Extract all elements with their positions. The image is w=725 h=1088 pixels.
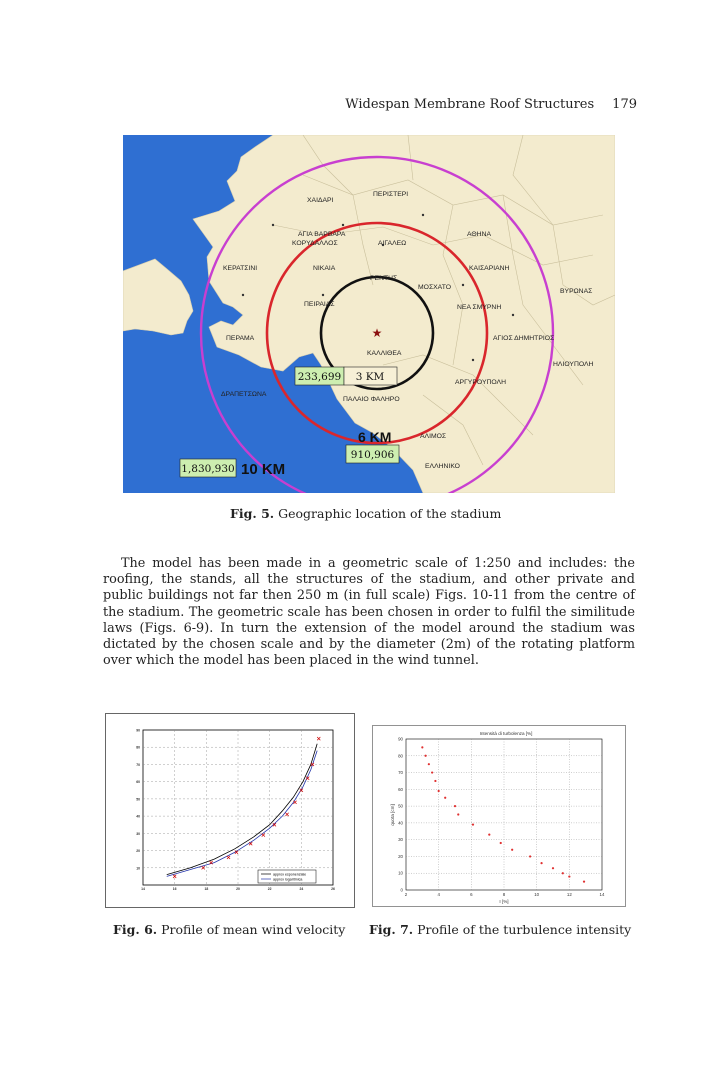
label-kallithea: ΚΑΛΛΙΘΕΑ [367, 350, 402, 357]
label-moschato: ΜΟΣΧΑΤΟ [418, 284, 452, 291]
data-point [562, 872, 564, 874]
running-title: Widespan Membrane Roof Structures [345, 97, 595, 112]
data-point [568, 875, 570, 877]
label-keratsini: ΚΕΡΑΤΣΙΝΙ [223, 265, 258, 272]
mean-wind-velocity-chart [105, 713, 355, 908]
data-point [434, 780, 436, 782]
data-point [529, 855, 531, 857]
x-tick-label: 10 [534, 892, 540, 897]
fig7-caption-text: Profile of the turbulence intensity [417, 922, 632, 937]
data-point [428, 763, 430, 765]
radius-6km-label: 6 KM [358, 429, 392, 445]
x-tick-label: 20 [236, 887, 240, 891]
data-point [444, 797, 446, 799]
x-tick-label: 8 [502, 892, 506, 897]
fig6-caption-label: Fig. 6. [113, 922, 158, 937]
y-tick-label: 10 [398, 870, 403, 876]
fig7-caption [369, 922, 631, 937]
label-nikaia: ΝΙΚΑΙΑ [313, 265, 336, 272]
y-tick-label: 60 [398, 786, 403, 792]
y-tick-label: 70 [398, 770, 403, 776]
y-tick-label: 20 [136, 849, 140, 854]
y-tick-label: 80 [398, 753, 403, 759]
y-tick-label: 90 [136, 728, 140, 733]
label-ilioupoli: ΗΛΙΟΥΠΟΛΗ [553, 361, 594, 368]
data-point [552, 867, 554, 869]
label-kaisariani: ΚΑΙΣΑΡΙΑΝΗ [469, 265, 510, 272]
fig7-xlabel: I [%] [499, 899, 509, 904]
x-tick-label: 6 [470, 892, 473, 897]
y-tick-label: 80 [136, 745, 140, 750]
data-point [421, 746, 423, 748]
body-paragraph [103, 556, 635, 669]
data-point [438, 790, 440, 792]
y-tick-label: 0 [400, 887, 403, 893]
fig6-caption [113, 922, 345, 937]
data-point [472, 823, 474, 825]
label-korydallos: ΚΟΡΥΔΑΛΛΟΣ [292, 240, 338, 247]
y-tick-label: 40 [398, 820, 403, 826]
x-tick-label: 14 [141, 887, 145, 891]
data-point [431, 771, 433, 773]
data-point [488, 834, 490, 836]
label-aigaleo: ΑΙΓΑΛΕΩ [378, 240, 407, 247]
label-athina: ΑΘΗΝΑ [467, 231, 492, 238]
label-drapetsona: ΔΡΑΠΕΤΣΩΝΑ [221, 391, 267, 398]
label-agia-varvara: ΑΓΙΑ ΒΑΡΒΑΡΑ [298, 231, 346, 238]
x-tick-label: 18 [204, 887, 209, 891]
label-peristeri: ΠΕΡΙΣΤΕΡΙ [373, 191, 409, 198]
stadium-star-marker: ★ [371, 326, 383, 340]
turbulence-intensity-chart [372, 725, 626, 907]
y-tick-label: 60 [136, 780, 140, 785]
data-point [425, 755, 427, 757]
athens-location-map [123, 135, 615, 493]
pop-3km-value: 233,699 [297, 371, 342, 383]
data-point [540, 862, 542, 864]
label-perama: ΠΕΡΑΜΑ [226, 335, 255, 342]
y-tick-label: 30 [136, 831, 140, 836]
pop-6km-value: 910,906 [350, 449, 395, 461]
radius-10km-label: 10 KM [241, 461, 286, 478]
data-point [583, 881, 585, 883]
fig5-caption [230, 506, 501, 521]
fig6-caption-text: Profile of mean wind velocity [161, 922, 346, 937]
x-tick-label: 14 [599, 892, 605, 897]
label-alimos: ΑΛΙΜΟΣ [420, 433, 447, 440]
data-point [457, 813, 459, 815]
x-tick-label: 2 [404, 892, 408, 897]
data-point [454, 805, 456, 807]
fig5-caption-label: Fig. 5. [230, 506, 275, 521]
label-chaidari: ΧΑΙΔΑΡΙ [307, 197, 334, 204]
x-tick-label: 26 [331, 887, 335, 891]
label-agios-dimitrios: ΑΓΙΟΣ ΔΗΜΗΤΡΙΟΣ [493, 335, 555, 342]
label-elliniko: ΕΛΛΗΝΙΚΟ [425, 463, 460, 470]
fig6-legend-item-2: approx logaritmica [273, 877, 303, 882]
x-tick-label: 22 [267, 887, 272, 891]
fig7-title: Intensità di turbolenza [%] [479, 731, 533, 736]
label-peiraias: ΠΕΙΡΑΙΑΣ [304, 301, 335, 308]
y-tick-label: 90 [398, 736, 403, 742]
x-tick-label: 24 [299, 887, 304, 891]
page-number: 179 [612, 97, 637, 112]
y-tick-label: 30 [398, 837, 403, 843]
y-tick-label: 70 [136, 762, 140, 767]
data-point [500, 842, 502, 844]
pop-10km-value: 1,830,930 [181, 463, 235, 475]
paragraph-text: The model has been made in a geometric scale of 1:250 and includes: the roofing, the stands, all the structures of the stadium, and other private and public buildings not far then 250 m (in full scale) Figs. 10-11 from the centre of the stadium. The geometric scale has been chosen in order to fulfil the similitude laws (Figs. 6-9). In turn the extension of the model around the stadium was dictated by the chosen scale and by the diameter (2m) of the rotating platform over which the model has been placed in the wind tunnel. [103, 556, 635, 669]
y-tick-label: 50 [136, 797, 140, 802]
fig7-caption-label: Fig. 7. [369, 922, 414, 937]
running-header [345, 97, 637, 112]
x-tick-label: 16 [172, 887, 177, 891]
x-tick-label: 4 [437, 892, 440, 897]
label-argyroupoli: ΑΡΓΥΡΟΥΠΟΛΗ [455, 379, 506, 386]
label-rentis: ΡΕΝΤΗΣ [370, 275, 398, 282]
fig7-ylabel: quota [cm] [390, 804, 395, 826]
label-vyronas: ΒΥΡΩΝΑΣ [560, 288, 593, 295]
fig5-caption-text: Geographic location of the stadium [278, 506, 502, 521]
data-point [511, 849, 513, 851]
label-nea-smyrni: ΝΕΑ ΣΜΥΡΝΗ [457, 304, 502, 311]
y-tick-label: 50 [398, 803, 403, 809]
y-tick-label: 20 [398, 853, 403, 859]
x-tick-label: 12 [566, 892, 572, 897]
fig6-legend [258, 870, 316, 883]
fig6-legend-item-1: approx esponenziale [273, 872, 307, 877]
radius-3km-label: 3 KM [355, 371, 385, 383]
y-tick-label: 40 [136, 814, 140, 819]
label-palaio-faliro: ΠΑΛΑΙΟ ΦΑΛΗΡΟ [343, 396, 400, 403]
y-tick-label: 10 [136, 866, 140, 871]
